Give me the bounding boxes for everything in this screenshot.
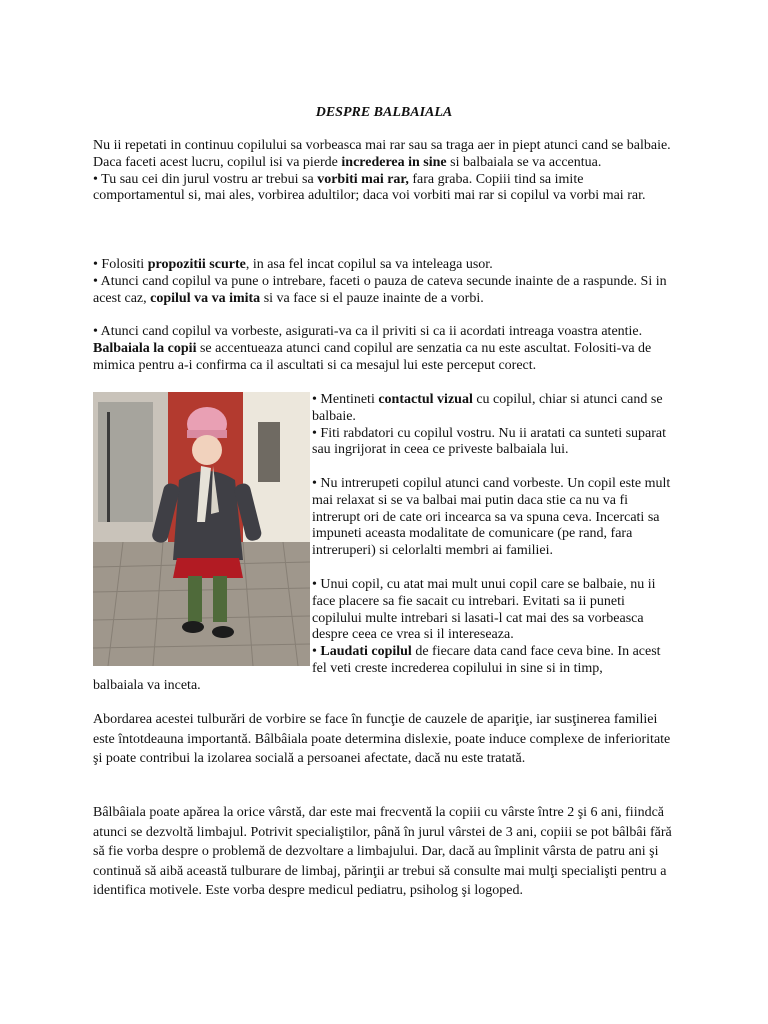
bullet-attention (93, 324, 678, 374)
side-column-questions (312, 577, 678, 678)
praise-continuation: balbaiala va inceta. (93, 678, 201, 693)
child-photo (93, 392, 310, 666)
text-run: fara graba. Copiii tind sa imite comportamentul si, mai ales, vorbirea adultilor; daca voi vorbiti mai rar si copilul va vorbi mai rar. (93, 171, 646, 204)
side-column (312, 392, 678, 459)
text-run: Nu ii repetati in continuu copilului sa vorbeasca mai rar sau sa traga aer in piept atunci cand se balbaie. Daca faceti acest lucru, copilul isi va pierde (93, 138, 671, 170)
side-column-interrupt (312, 476, 678, 560)
intro-paragraph (93, 138, 678, 205)
child-illustration (93, 392, 310, 666)
bold-text: Balbaiala la copii (93, 340, 197, 356)
bullet-praise (312, 644, 678, 678)
bold-text: propozitii scurte (147, 257, 246, 272)
attention-paragraph (93, 324, 678, 374)
text-run: • (312, 644, 321, 660)
bold-text: copilul va va imita (150, 290, 261, 306)
bold-text: vorbiti mai rar, (317, 171, 409, 187)
text-run: se accentueaza atunci cand copilul are senzatia ca nu este ascultat. Folositi-va de mimica pentru a-i confirma ca il ascultati si ca mesajul lui este perceput corect. (93, 340, 652, 373)
bullet-eye-contact (312, 392, 678, 426)
text-run: , in asa fel incat copilul sa va inteleaga usor. (245, 257, 493, 272)
text-run: • Atunci cand copilul va pune o intrebare, faceti o pauza de cateva secunde inainte de a raspunde. Si in acest caz, (93, 273, 667, 306)
text-run: cu copilul, chiar si atunci cand se balbaie. (312, 392, 663, 424)
bold-text: contactul vizual (378, 392, 473, 407)
paragraph-intro (93, 138, 678, 172)
paragraph-age: Bâlbâiala poate apărea la orice vârstă, dar este mai frecventă la copiii cu vârste între 2 şi 6 ani, fiindcă atunci se dezvoltă limbajul. Potrivit specialiştilor, până în jurul vârstei de 3 ani, copiii se pot bâlbâi fără să fie vorba despre o problemă de dezvoltare a limbajului. Dar, dacă au împlinit vârsta de patru ani şi continuă să aibă această tulburare de limbaj, părinţii ar trebui să consulte mai mulţi specialişti pentru a identifica motivele. Este vorba despre medicul pediatru, psiholog şi logoped. (93, 805, 672, 898)
bullet-speak-slowly (93, 172, 678, 206)
text-run: • Folositi (93, 257, 148, 272)
paragraph-treatment: Abordarea acestei tulburări de vorbire se face în funcţie de cauzele de apariţie, iar susţinerea familiei este întotdeauna importantă. Bâlbâiala poate determina dislexie, poate induce complexe de inferioritate şi poate contribui la izolarea socială a persoanei afectate, dacă nu este tratată. (93, 712, 671, 766)
text-run: • Tu sau cei din jurul vostru ar trebui sa (93, 171, 318, 187)
text-run: • Atunci cand copilul va vorbeste, asigurati-va ca il priviti si ca ii acordati intreaga voastra atentie. (93, 324, 643, 339)
bold-text: Laudati copilul (320, 644, 412, 660)
bullet-do-not-interrupt: • Nu intrerupeti copilul atunci cand vorbeste. Un copil este mult mai relaxat si se va balbai mai putin daca stie ca nu va fi intrerupt ori de cate ori incearca sa va spuna ceva. Incercati sa impuneti aceasta modalitate de comunicare (pe rand, fara intreruperi) si celorlalti membri ai familiei. (312, 476, 671, 559)
bullets-group (93, 257, 678, 307)
bullet-patience: • Fiti rabdatori cu copilul vostru. Nu ii aratati ca sunteti suparat sau ingrijorat in ceea ce priveste balbaiala lui. (312, 425, 667, 458)
bullet-short-sentences (93, 257, 678, 274)
text-run: • Mentineti (312, 392, 379, 407)
bullet-questions: • Unui copil, cu atat mai mult unui copil care se balbaie, nu ii face placere sa fie sacait cu intrebari. Evitati sa ii puneti copilului multe intrebari si lasati-l cat mai des sa vorbeasca despre ceea ce vrea si il intereseaza. (312, 577, 656, 643)
text-run: si balbaiala se va accentua. (446, 154, 602, 170)
text-run: si va face si el pauze inainte de a vorbi. (260, 290, 484, 306)
text-run: de fiecare data cand face ceva bine. In acest fel veti creste increderea copilului in sine si in timp, (312, 644, 661, 676)
bold-text: increderea in sine (341, 154, 447, 170)
page-title: DESPRE BALBAIALA (315, 105, 453, 120)
bullet-pause (93, 274, 678, 308)
